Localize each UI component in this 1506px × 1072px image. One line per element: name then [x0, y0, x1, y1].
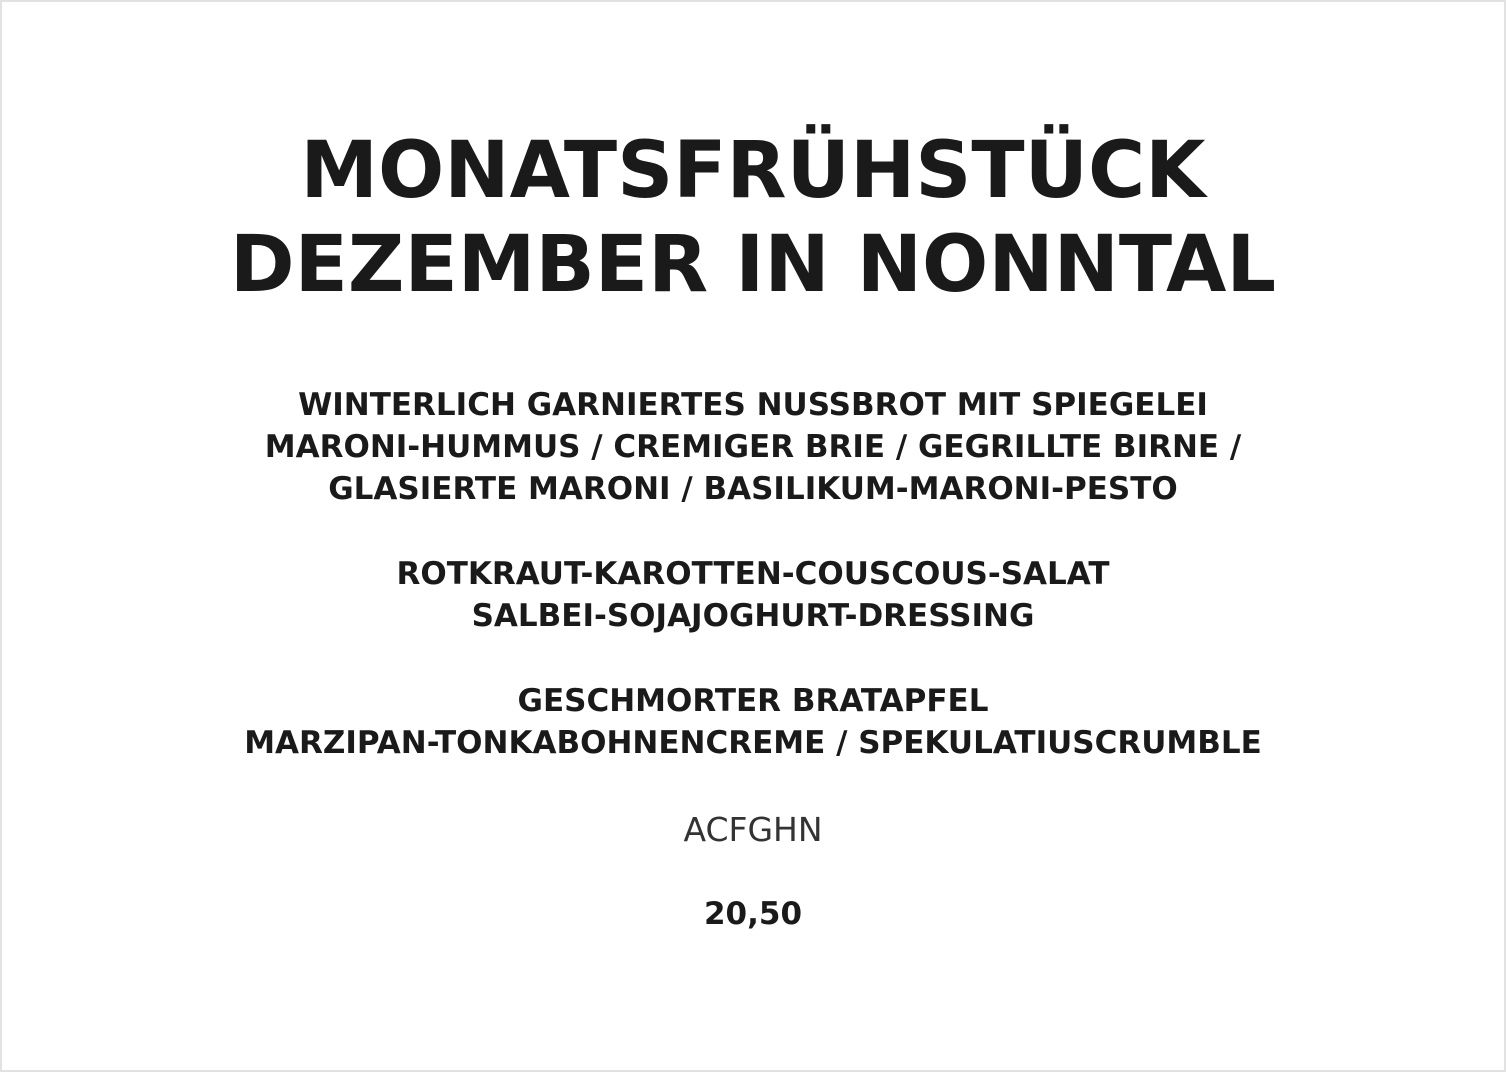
- course-salad: [2, 553, 1504, 637]
- title-line-2: DEZEMBER IN NONNTAL: [229, 220, 1277, 310]
- course-line: ROTKRAUT-KAROTTEN-COUSCOUS-SALAT: [396, 556, 1110, 592]
- price: 20,50: [703, 896, 803, 932]
- course-line: WINTERLICH GARNIERTES NUSSBROT MIT SPIEGELEI: [298, 387, 1208, 423]
- course-main: [2, 384, 1504, 510]
- menu-title: [2, 124, 1504, 312]
- course-line: GESCHMORTER BRATAPFEL: [517, 683, 989, 719]
- allergen-codes: ACFGHN: [683, 810, 823, 849]
- course-dessert: [2, 680, 1504, 764]
- course-line: SALBEI-SOJAJOGHURT-DRESSING: [471, 598, 1035, 634]
- course-line: GLASIERTE MARONI / BASILIKUM-MARONI-PESTO: [328, 471, 1178, 507]
- course-line: MARONI-HUMMUS / CREMIGER BRIE / GEGRILLTE BIRNE /: [264, 429, 1242, 465]
- title-line-1: MONATSFRÜHSTÜCK: [300, 126, 1206, 216]
- course-line: MARZIPAN-TONKABOHNENCREME / SPEKULATIUSCRUMBLE: [244, 725, 1262, 761]
